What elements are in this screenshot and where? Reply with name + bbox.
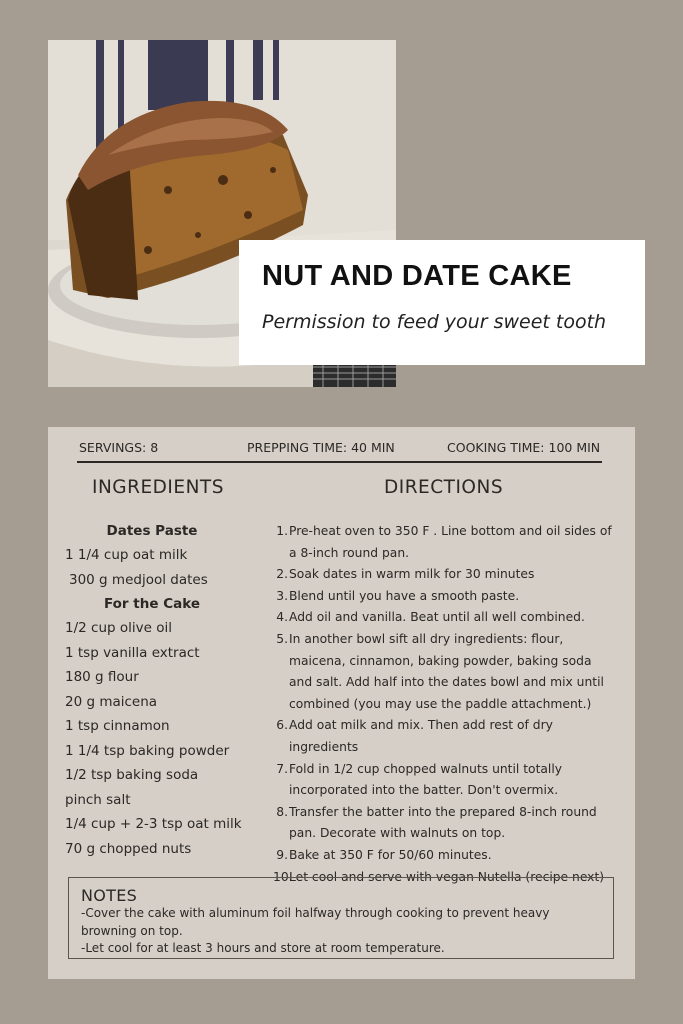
notes-heading: NOTES	[81, 886, 138, 905]
direction-step: 3. Blend until you have a smooth paste.	[276, 588, 520, 603]
cake-heading: For the Cake	[103, 596, 201, 612]
ingredients-heading: INGREDIENTS	[92, 477, 224, 498]
ingredient-item: 1 1/4 cup oat milk	[65, 547, 188, 563]
direction-step: 7. Fold in 1/2 cup chopped walnuts until totally incorporated into the batter. Don't overmix.	[276, 761, 563, 798]
direction-step: 9. Bake at 350 F for 50/60 minutes.	[276, 847, 492, 862]
ingredient-item: 1/2 tsp baking soda	[65, 767, 199, 783]
direction-step: 5. In another bowl sift all dry ingredients: flour, maicena, cinnamon, baking powder, baking soda and salt. Add half into the dates bowl and mix until combined (you may use the paddle attachment.)	[276, 631, 604, 711]
servings: SERVINGS: 8	[79, 440, 159, 455]
ingredient-item: 1 tsp cinnamon	[65, 718, 170, 734]
cook-time: COOKING TIME: 100 MIN	[447, 440, 601, 455]
direction-step: 2. Soak dates in warm milk for 30 minutes	[276, 567, 535, 582]
direction-step: 8. Transfer the batter into the prepared 8-inch round pan. Decorate with walnuts on top.	[276, 804, 597, 841]
ingredient-item: 1/4 cup + 2-3 tsp oat milk	[65, 816, 242, 832]
ingredient-item: 70 g chopped nuts	[65, 840, 192, 857]
ingredient-item: 20 g maicena	[65, 693, 158, 710]
ingredient-item: 1/2 cup olive oil	[65, 620, 172, 636]
dates-paste-heading: Dates Paste	[106, 523, 198, 539]
direction-step: 4. Add oil and vanilla. Beat until all well combined.	[276, 610, 585, 625]
direction-step: 1. Pre-heat oven to 350 F . Line bottom and oil sides of a 8-inch round pan.	[276, 524, 612, 560]
recipe-title: NUT AND DATE CAKE	[262, 260, 572, 292]
ingredient-item: 300 g medjool dates	[69, 571, 208, 588]
ingredient-item: 180 g flour	[65, 669, 139, 685]
divider	[77, 461, 602, 463]
note-line: -Cover the cake with aluminum foil halfway through cooking to prevent heavy browning on top.	[81, 906, 550, 938]
direction-step: 10. Let cool and serve with vegan Nutella (recipe next)	[273, 869, 605, 884]
direction-step: 6. Add oat milk and mix. Then add rest of dry ingredients	[276, 718, 553, 754]
note-line: -Let cool for at least 3 hours and store at room temperature.	[81, 941, 445, 955]
ingredient-item: pinch salt	[65, 791, 131, 808]
notes-box	[68, 877, 614, 959]
title-card	[239, 240, 645, 365]
recipe-subtitle: Permission to feed your sweet tooth	[262, 311, 607, 333]
ingredient-item: 1 tsp vanilla extract	[65, 644, 200, 661]
ingredients-list	[65, 519, 275, 861]
recipe-card	[48, 427, 635, 979]
ingredient-item: 1 1/4 tsp baking powder	[65, 742, 230, 759]
directions-heading: DIRECTIONS	[384, 477, 504, 498]
prep-time: PREPPING TIME: 40 MIN	[247, 440, 395, 455]
directions-list	[273, 521, 618, 888]
